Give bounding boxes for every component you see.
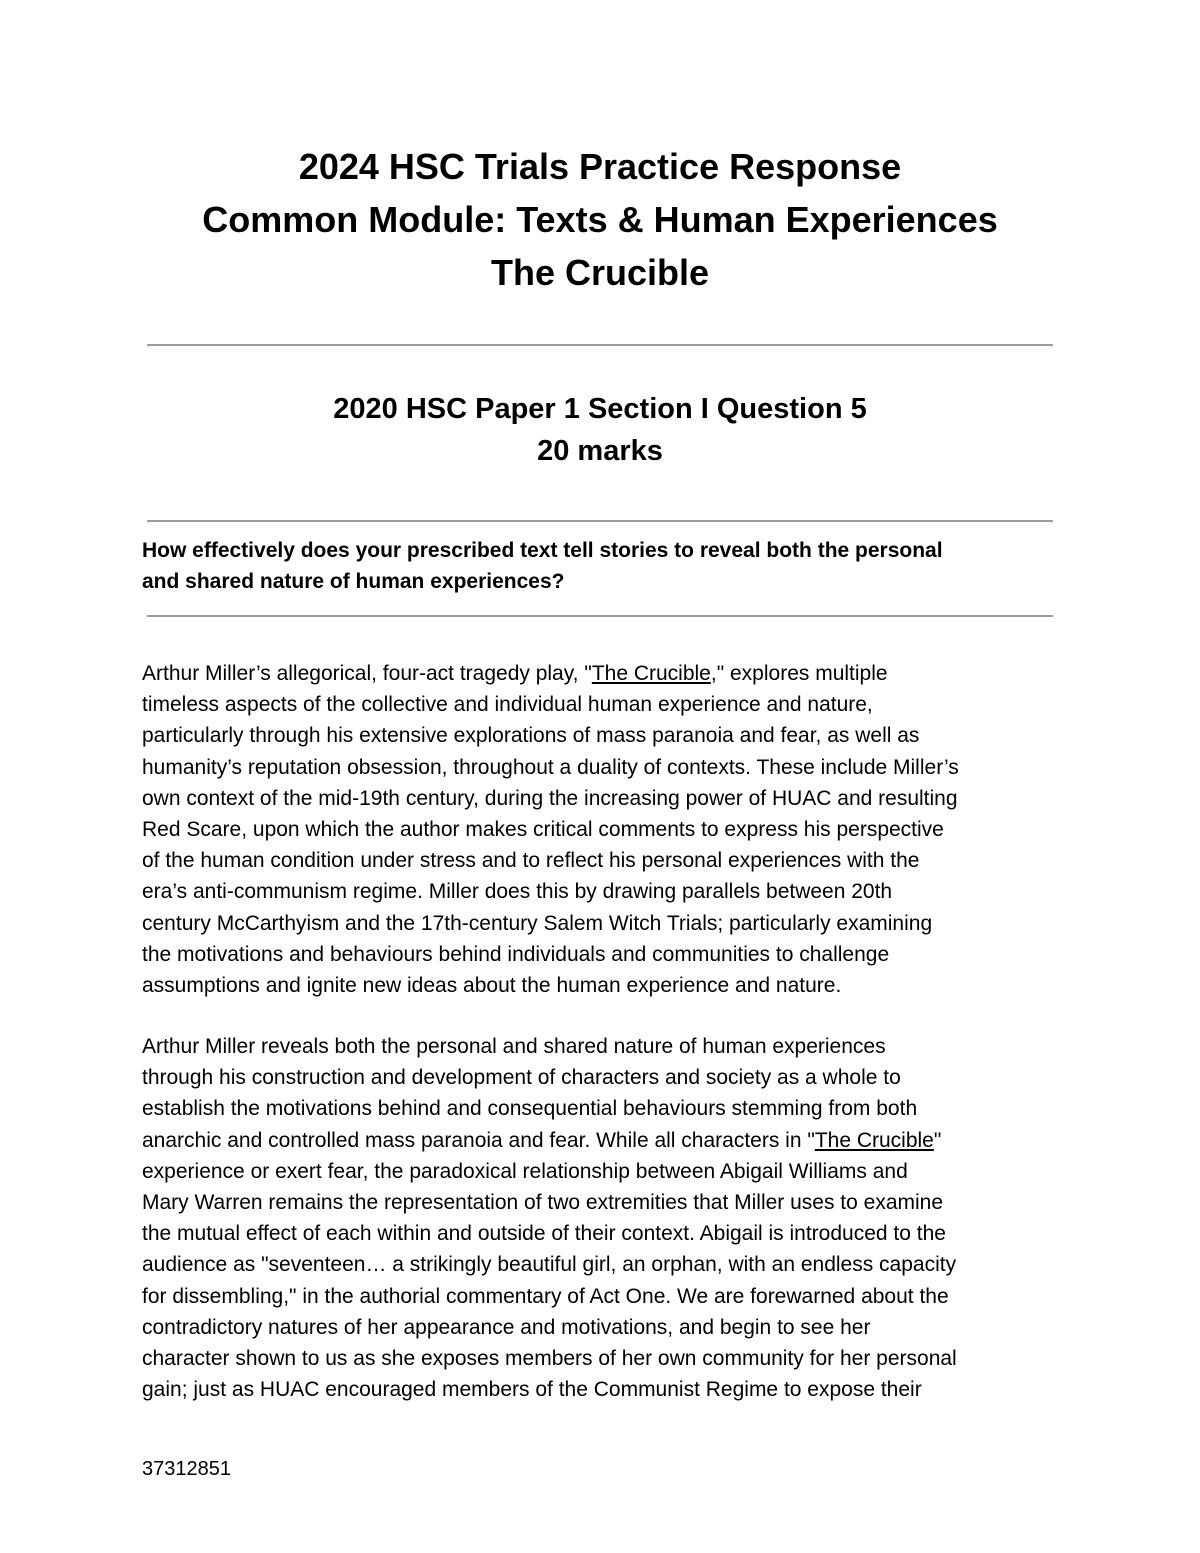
paragraph-line: the motivations and behaviours behind individuals and communities to challenge <box>142 942 890 966</box>
prompt-line: and shared nature of human experiences? <box>142 570 565 593</box>
line-text: ," explores multiple <box>710 662 888 685</box>
response-paragraph-body <box>142 1031 1062 1405</box>
divider-bottom <box>147 615 1053 617</box>
title-line-text: The Crucible <box>490 252 710 293</box>
paragraph-line: contradictory natures of her appearance and motivations, and begin to see her <box>142 1315 871 1339</box>
paragraph-line: century McCarthyism and the 17th-century Salem Witch Trials; particularly examining <box>142 911 933 935</box>
question-marks-line: 20 marks <box>537 435 663 467</box>
paragraph-line: through his construction and development of characters and society as a whole to <box>142 1066 901 1090</box>
paragraph-line: of the human condition under stress and to reflect his personal experiences with the <box>142 849 920 873</box>
divider-middle <box>147 520 1053 522</box>
text-title-reference: The Crucible <box>814 1128 934 1152</box>
paragraph-line: the mutual effect of each within and outside of their context. Abigail is introduced to the <box>142 1222 946 1246</box>
question-heading <box>0 388 1200 472</box>
line-text: " <box>933 1128 942 1152</box>
paragraph-line: timeless aspects of the collective and individual human experience and nature, <box>142 693 873 717</box>
paragraph-line: for dissembling," in the authorial commentary of Act One. We are forewarned about the <box>142 1284 949 1308</box>
question-paper-line: 2020 HSC Paper 1 Section I Question 5 <box>333 393 867 425</box>
paragraph-line: particularly through his extensive explorations of mass paranoia and fear, as well as <box>142 724 920 748</box>
paragraph-line: humanity’s reputation obsession, throughout a duality of contexts. These include Miller’s <box>142 755 959 779</box>
document-id: 37312851 <box>142 1458 231 1480</box>
paragraph-line: establish the motivations behind and consequential behaviours stemming from both <box>142 1097 918 1121</box>
title-line-module: Common Module: Texts & Human Experiences <box>202 199 998 240</box>
paragraph-line <box>142 1125 1062 1156</box>
response-paragraph-introduction <box>142 658 1062 1001</box>
line-text: anarchic and controlled mass paranoia and fear. While all characters in " <box>142 1128 815 1152</box>
paragraph-line: audience as "seventeen… a strikingly beautiful girl, an orphan, with an endless capacity <box>142 1253 957 1277</box>
paragraph-line: assumptions and ignite new ideas about the human experience and nature. <box>142 974 842 998</box>
text-title-reference: The Crucible <box>591 662 711 685</box>
paragraph-line <box>142 658 1062 689</box>
paragraph-line: Arthur Miller reveals both the personal and shared nature of human experiences <box>142 1035 886 1058</box>
divider-top <box>147 344 1053 346</box>
document-title <box>0 140 1200 299</box>
paragraph-line: Red Scare, upon which the author makes critical comments to express his perspective <box>142 818 944 842</box>
paragraph-line: own context of the mid-19th century, during the increasing power of HUAC and resulting <box>142 786 958 810</box>
paragraph-line: experience or exert fear, the paradoxical relationship between Abigail Williams and <box>142 1159 908 1183</box>
paragraph-line: Mary Warren remains the representation of two extremities that Miller uses to examine <box>142 1191 944 1215</box>
paragraph-line: gain; just as HUAC encouraged members of the Communist Regime to expose their <box>142 1378 922 1402</box>
paragraph-line: era’s anti-communism regime. Miller does this by drawing parallels between 20th <box>142 880 893 904</box>
prompt-line: How effectively does your prescribed text tell stories to reveal both the personal <box>142 539 943 562</box>
line-text: Arthur Miller’s allegorical, four-act tragedy play, " <box>142 662 592 685</box>
paragraph-line: character shown to us as she exposes members of her own community for her personal <box>142 1347 957 1371</box>
question-prompt <box>142 535 1062 597</box>
title-line-main: 2024 HSC Trials Practice Response <box>298 146 902 187</box>
